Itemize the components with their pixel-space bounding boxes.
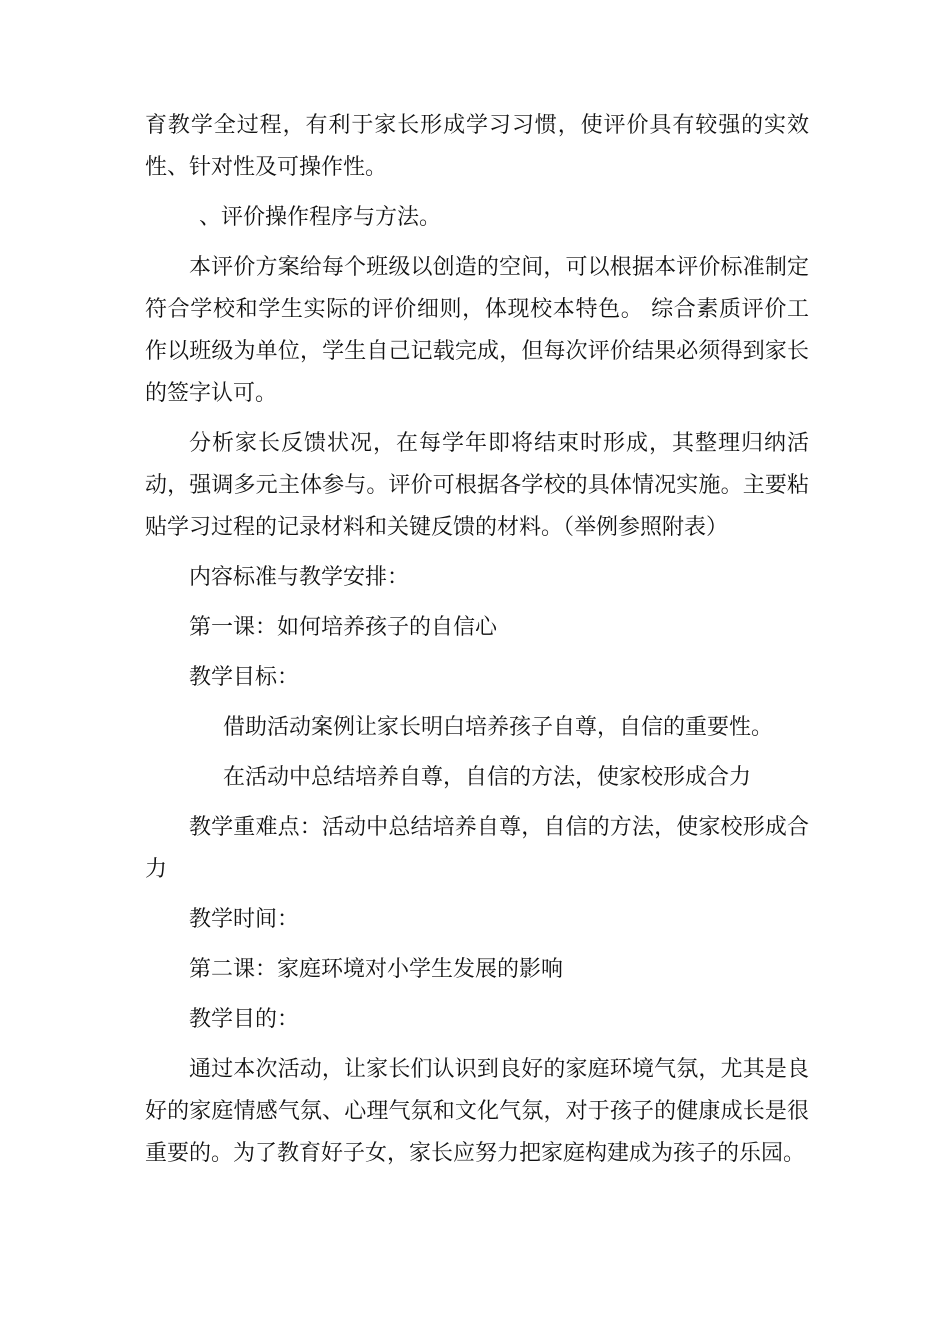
- teaching-time-label: 教学时间：: [189, 907, 300, 932]
- section-heading-evaluation-procedure: 、评价操作程序与方法。: [199, 205, 442, 230]
- teaching-purpose-label: 教学目的：: [189, 1007, 300, 1032]
- teaching-key-points: 教学重难点：活动中总结培养自尊，自信的方法，使家校形成合力: [145, 815, 809, 882]
- lesson-two-title: 第二课：家庭环境对小学生发展的影响: [189, 957, 564, 982]
- paragraph-continuation: 育教学全过程，有利于家长形成学习习惯，使评价具有较强的实效性、针对性及可操作性。: [145, 113, 809, 180]
- heading-content-standards: 内容标准与教学安排：: [189, 565, 410, 590]
- teaching-goal-item: 在活动中总结培养自尊，自信的方法，使家校形成合力: [223, 765, 752, 790]
- teaching-goal-item: 借助活动案例让家长明白培养孩子自尊，自信的重要性。: [223, 715, 774, 740]
- teaching-goals-label: 教学目标：: [189, 665, 300, 690]
- document-body: [145, 105, 809, 1183]
- paragraph-family-environment: 通过本次活动，让家长们认识到良好的家庭环境气氛，尤其是良好的家庭情感气氛、心理气氛和文化气氛，对于孩子的健康成长是很重要的。为了教育好子女，家长应努力把家庭构建成为孩子的乐园。: [145, 1057, 809, 1166]
- lesson-one-title: 第一课：如何培养孩子的自信心: [189, 615, 498, 640]
- paragraph-evaluation-plan: 本评价方案给每个班级以创造的空间，可以根据本评价标准制定符合学校和学生实际的评价细则，体现校本特色。 综合素质评价工作以班级为单位，学生自己记载完成，但每次评价结果必须得到家长的签字认可。: [145, 255, 809, 406]
- paragraph-parent-feedback: 分析家长反馈状况，在每学年即将结束时形成，其整理归纳活动，强调多元主体参与。评价可根据各学校的具体情况实施。主要粘贴学习过程的记录材料和关键反馈的材料。（举例参照附表）: [145, 431, 809, 540]
